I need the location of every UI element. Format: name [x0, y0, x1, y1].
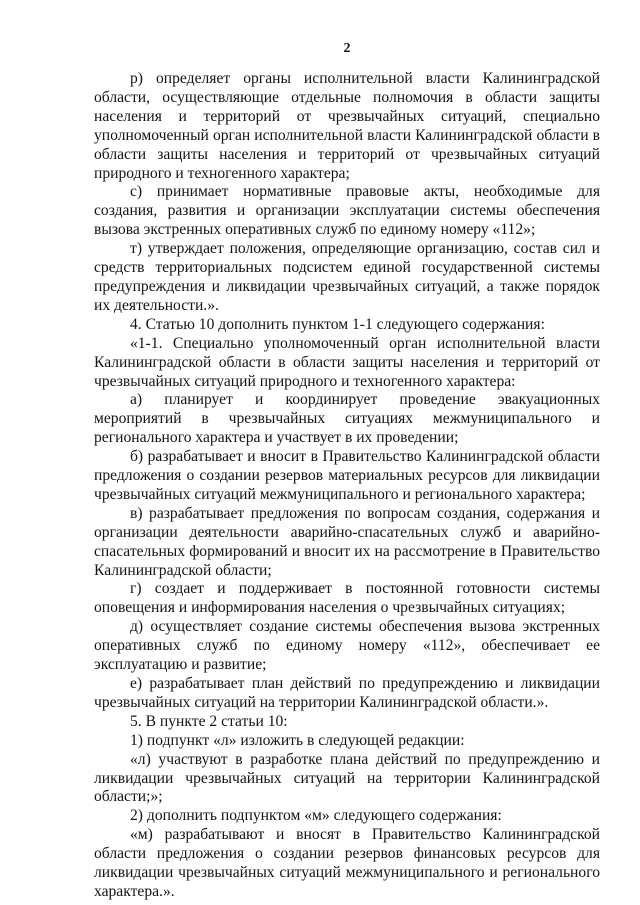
paragraph-g: г) создает и поддерживает в постоянной готовности системы оповещения и информирования населения о чрезвычайных ситуациях;: [94, 580, 600, 617]
paragraph-a: а) планирует и координирует проведение эвакуационных мероприятий в чрезвычайных ситуациях межмуниципального и регионального характера и участвует в их проведении;: [94, 391, 600, 447]
paragraph-s: с) принимает нормативные правовые акты, необходимые для создания, развития и организации эксплуатации системы обеспечения вызова экстренных оперативных служб по единому номеру «112»;: [94, 183, 600, 239]
paragraph-item-5: 5. В пункте 2 статьи 10:: [130, 712, 288, 730]
paragraph-d: д) осуществляет создание системы обеспечения вызова экстренных оперативных служб по единому номеру «112», обеспечивает ее эксплуатацию и развитие;: [94, 618, 600, 674]
paragraph-r: р) определяет органы исполнительной власти Калининградской области, осуществляющие отдельные полномочия в области защиты населения и территорий от чрезвычайных ситуаций, специально уполномоченный орган исполнительной власти Калининградской области в области защиты населения и территорий от чрезвычайных ситуаций природного и техногенного характера;: [94, 70, 600, 182]
page-number: 2: [343, 41, 351, 56]
paragraph-b: б) разрабатывает и вносит в Правительство Калининградской области предложения о создании резервов материальных ресурсов для ликвидации чрезвычайных ситуаций межмуниципального и регионального характера;: [94, 448, 600, 503]
document-body: [94, 70, 600, 902]
paragraph-item-4: 4. Статью 10 дополнить пунктом 1-1 следующего содержания:: [130, 315, 545, 333]
paragraph-m: «м) разрабатывают и вносят в Правительство Калининградской области предложения о создании резервов финансовых ресурсов для ликвидации чрезвычайных ситуаций межмуниципального и регионального характера.».: [94, 826, 600, 900]
paragraph-subitem-2: 2) дополнить подпунктом «м» следующего содержания:: [130, 807, 502, 825]
paragraph-l: «л) участвуют в разработке плана действий по предупреждению и ликвидации чрезвычайных ситуаций на территории Калининградской области;»;: [94, 750, 600, 806]
paragraph-e: е) разрабатывает план действий по предупреждению и ликвидации чрезвычайных ситуаций на территории Калининградской области.».: [94, 675, 600, 711]
paragraph-v: в) разрабатывает предложения по вопросам создания, содержания и организации деятельности аварийно-спасательных служб и аварийно-спасательных формирований и вносит их на рассмотрение в Правительство Калининградской области;: [94, 504, 600, 579]
paragraph-t: т) утверждает положения, определяющие организацию, состав сил и средств территориальных подсистем единой государственной системы предупреждения и ликвидации чрезвычайных ситуаций, а также порядок их деятельности.».: [94, 240, 600, 314]
paragraph-subitem-1: 1) подпункт «л» изложить в следующей редакции:: [130, 731, 465, 749]
paragraph-clause-1-1: «1-1. Специально уполномоченный орган исполнительной власти Калининградской области в области защиты населения и территорий от чрезвычайных ситуаций природного и техногенного характера:: [94, 334, 600, 390]
